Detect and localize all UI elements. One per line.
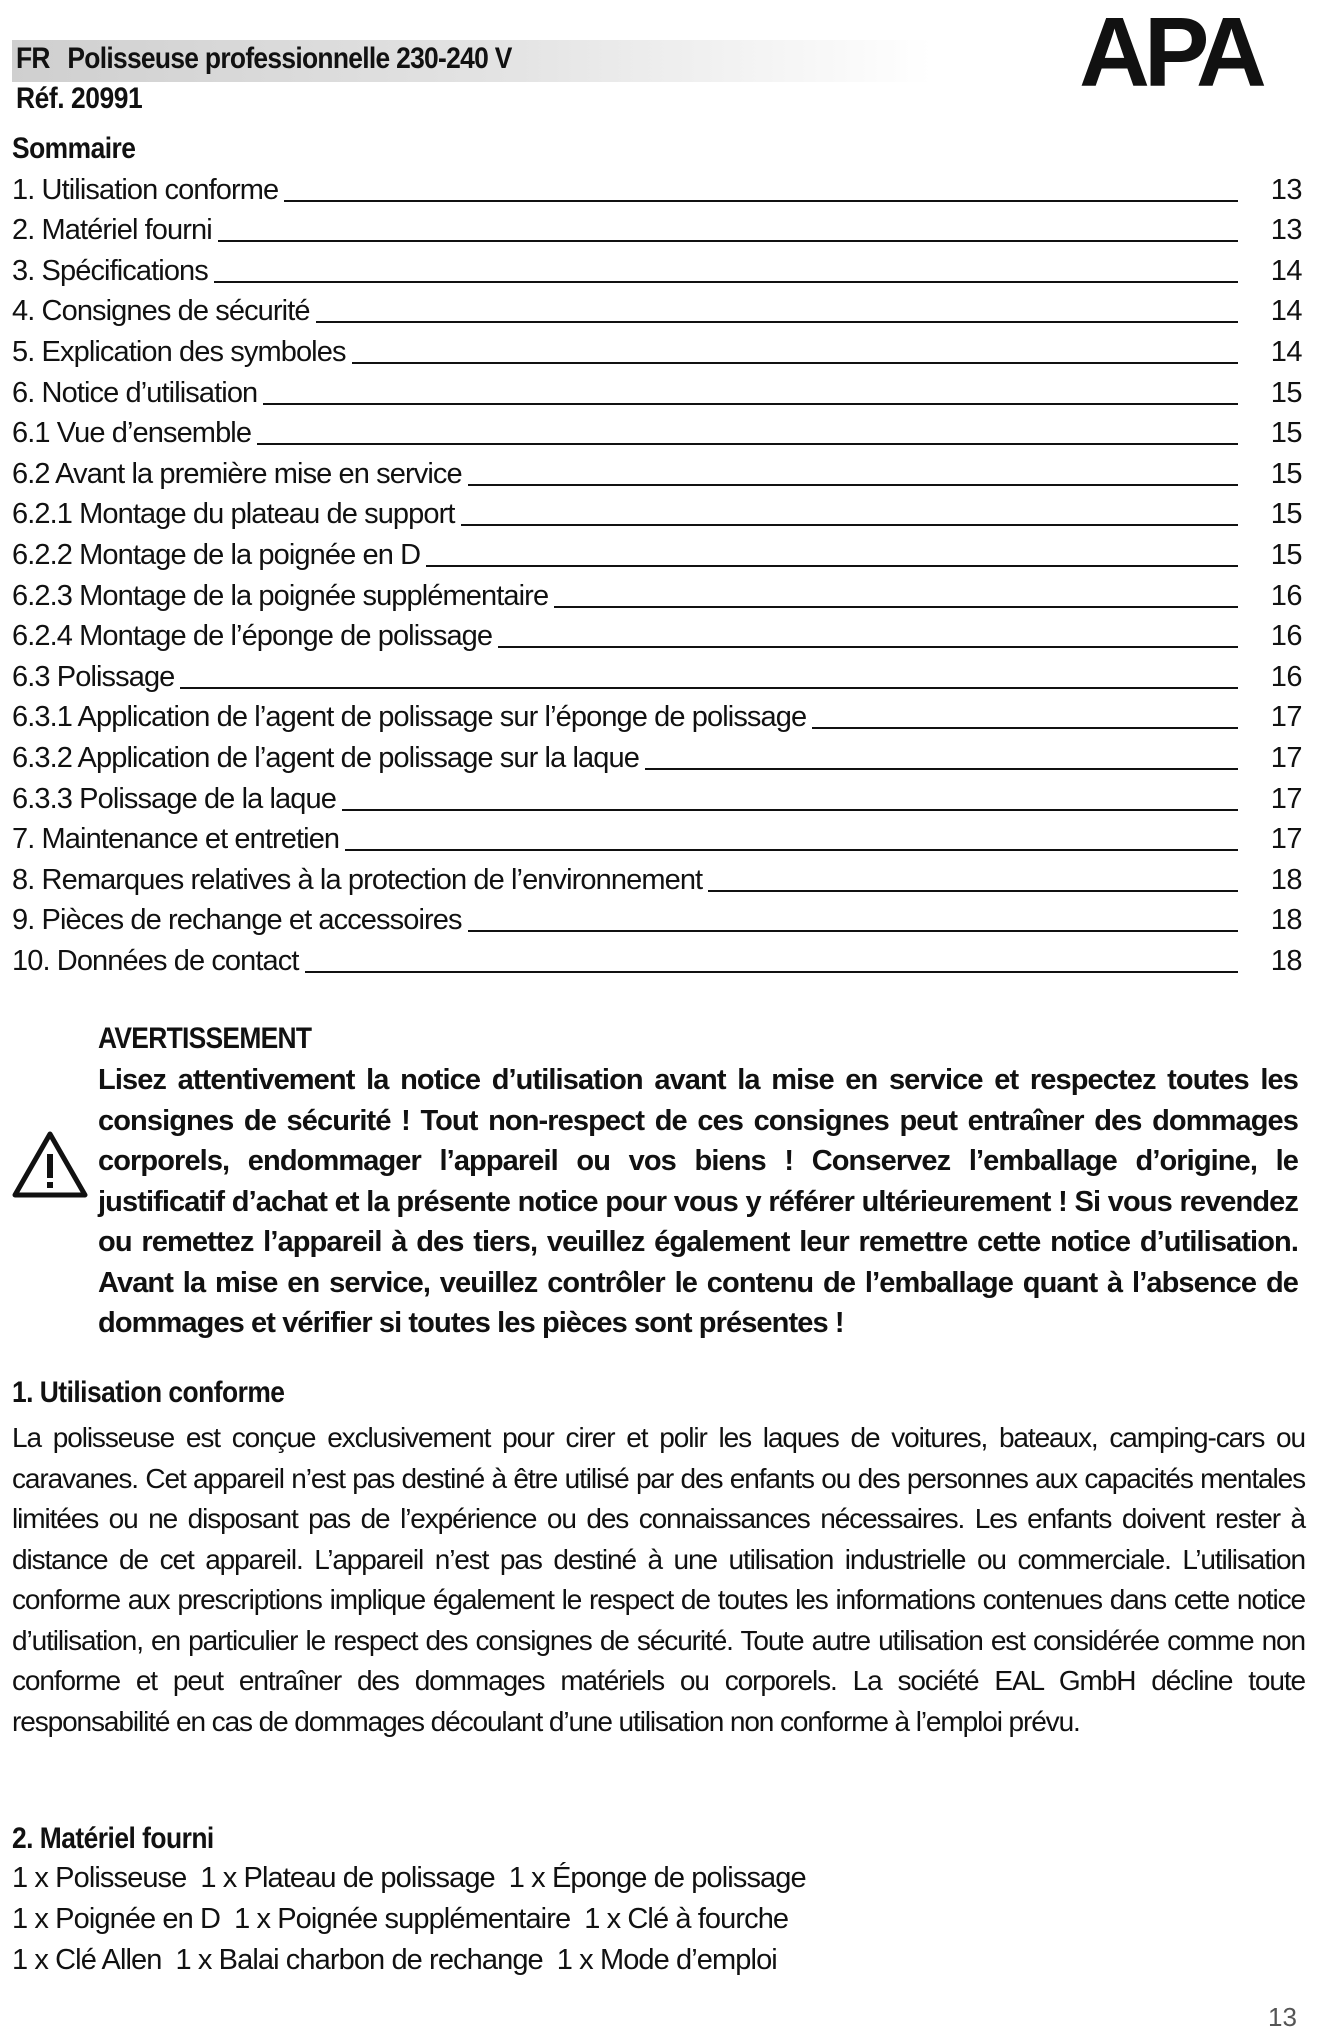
- toc-item-label: 6.2 Avant la première mise en service: [12, 457, 462, 490]
- toc-item: [12, 698, 1302, 739]
- toc-leader-line: [263, 403, 1238, 405]
- toc-item-page: 18: [1270, 944, 1302, 977]
- product-title: Polisseuse professionnelle 230-240 V: [67, 42, 512, 75]
- toc-item-page: 13: [1270, 173, 1302, 206]
- toc-leader-line: [305, 971, 1238, 973]
- toc-item: [12, 211, 1302, 252]
- toc-item-page: 16: [1270, 579, 1302, 612]
- toc-item: [12, 657, 1302, 698]
- toc-leader-line: [218, 240, 1238, 242]
- toc-leader-line: [316, 321, 1238, 323]
- toc-item-page: 16: [1270, 620, 1302, 653]
- toc-leader-line: [214, 281, 1238, 283]
- toc-item-label: 4. Consignes de sécurité: [12, 295, 310, 328]
- toc-leader-line: [461, 524, 1238, 526]
- toc-item-page: 15: [1270, 498, 1302, 531]
- toc-leader-line: [352, 362, 1238, 364]
- supply-line: [12, 1862, 820, 1895]
- toc-item-page: 17: [1270, 701, 1302, 734]
- toc-leader-line: [342, 809, 1238, 811]
- toc-item-label: 5. Explication des symboles: [12, 335, 346, 368]
- toc-leader-line: [554, 606, 1238, 608]
- toc-item-label: 6.2.4 Montage de l’éponge de polissage: [12, 620, 493, 653]
- toc-item: [12, 454, 1302, 495]
- toc-item: [12, 495, 1302, 536]
- toc-item-label: 6.2.2 Montage de la poignée en D: [12, 538, 421, 571]
- toc-item-page: 14: [1270, 335, 1302, 368]
- warning-triangle-icon: [12, 1130, 88, 1198]
- toc-item-label: 6.2.1 Montage du plateau de support: [12, 498, 455, 531]
- document-title: [16, 42, 512, 76]
- reference-number: Réf. 20991: [16, 82, 143, 115]
- toc-heading: Sommaire: [12, 132, 136, 165]
- toc-item-label: 6.3.2 Application de l’agent de polissage sur la laque: [12, 741, 639, 774]
- toc-item-page: 17: [1270, 741, 1302, 774]
- toc-leader-line: [284, 200, 1238, 202]
- toc-item-page: 18: [1270, 904, 1302, 937]
- toc-item-label: 3. Spécifications: [12, 254, 208, 287]
- toc-item-page: 17: [1270, 823, 1302, 856]
- toc-item: [12, 941, 1302, 982]
- toc-item-page: 15: [1270, 376, 1302, 409]
- toc-item: [12, 738, 1302, 779]
- toc-leader-line: [498, 646, 1238, 648]
- toc-item: [12, 860, 1302, 901]
- toc-item: [12, 373, 1302, 414]
- supply-line: [12, 1903, 802, 1936]
- toc-leader-line: [426, 565, 1238, 567]
- toc-item-page: 13: [1270, 214, 1302, 247]
- warning-text: Lisez attentivement la notice d’utilisation avant la mise en service et respectez toutes les consignes de sécurité ! Tout non-respect de ces consignes peut entraîner des dommages corporels, endommager l’appareil ou vos biens ! Conservez l’emballage d’origine, le justificatif d’achat et la présente notice pour vous y référer ultérieurement ! Si vous revendez ou remettez l’appareil à des tiers, veuillez également leur remettre cette notice d’utilisation. Avant la mise en service, veuillez contrôler le contenu de l’emballage quant à l’absence de dommages et vérifier si toutes les pièces sont présentes !: [98, 1064, 1298, 1339]
- toc-leader-line: [468, 484, 1238, 486]
- toc-leader-line: [257, 443, 1238, 445]
- section-1-heading: 1. Utilisation conforme: [12, 1376, 285, 1409]
- toc-item-label: 6.3.3 Polissage de la laque: [12, 782, 336, 815]
- apa-logo: [1060, 10, 1280, 92]
- warning-title: AVERTISSEMENT: [98, 1022, 312, 1055]
- toc-leader-line: [468, 930, 1238, 932]
- toc-item-label: 6.1 Vue d’ensemble: [12, 417, 252, 450]
- supply-item: 1 x Poignée supplémentaire: [234, 1903, 571, 1935]
- toc-item-label: 9. Pièces de rechange et accessoires: [12, 904, 462, 937]
- toc-leader-line: [180, 687, 1238, 689]
- supply-item: 1 x Poignée en D: [12, 1903, 221, 1935]
- supply-item: 1 x Plateau de polissage: [200, 1862, 495, 1894]
- toc-leader-line: [812, 727, 1238, 729]
- toc-leader-line: [708, 890, 1238, 892]
- toc-item: [12, 332, 1302, 373]
- toc-item: [12, 170, 1302, 211]
- toc-item: [12, 779, 1302, 820]
- supply-item: 1 x Balai charbon de rechange: [175, 1944, 543, 1976]
- toc-item-page: 18: [1270, 863, 1302, 896]
- supply-item: 1 x Éponge de polissage: [508, 1862, 806, 1894]
- toc-item-page: 14: [1270, 295, 1302, 328]
- toc-item-label: 10. Données de contact: [12, 944, 299, 977]
- toc-item-page: 15: [1270, 538, 1302, 571]
- toc-item-label: 2. Matériel fourni: [12, 214, 212, 247]
- toc-item-page: 15: [1270, 417, 1302, 450]
- supply-item: 1 x Clé Allen: [12, 1944, 162, 1976]
- section-2-heading: 2. Matériel fourni: [12, 1822, 214, 1855]
- toc-item: [12, 535, 1302, 576]
- toc-item: [12, 292, 1302, 333]
- supply-item: 1 x Clé à fourche: [584, 1903, 789, 1935]
- toc-item: [12, 820, 1302, 861]
- supply-item: 1 x Polisseuse: [12, 1862, 187, 1894]
- toc-item-page: 17: [1270, 782, 1302, 815]
- toc-leader-line: [645, 768, 1238, 770]
- toc-item: [12, 617, 1302, 658]
- toc-leader-line: [345, 849, 1238, 851]
- toc-item: [12, 414, 1302, 455]
- toc-item-label: 6.3 Polissage: [12, 660, 175, 693]
- toc-item-label: 1. Utilisation conforme: [12, 173, 279, 206]
- supply-item: 1 x Mode d’emploi: [556, 1944, 777, 1976]
- toc-item-label: 6.3.1 Application de l’agent de polissage sur l’éponge de polissage: [12, 701, 807, 734]
- toc-item: [12, 251, 1302, 292]
- toc-item-page: 15: [1270, 457, 1302, 490]
- table-of-contents: [12, 170, 1302, 982]
- toc-item-label: 8. Remarques relatives à la protection de l’environnement: [12, 863, 703, 896]
- toc-item: [12, 576, 1302, 617]
- toc-item-label: 7. Maintenance et entretien: [12, 823, 340, 856]
- section-1-body: La polisseuse est conçue exclusivement pour cirer et polir les laques de voitures, bateaux, camping-cars ou caravanes. Cet appareil n’est pas destiné à être utilisé par des enfants ou des personnes aux capacités mentales limitées ou ne disposant pas de l’expérience ou des connaissances nécessaires. Les enfants doivent rester à distance de cet appareil. L’appareil n’est pas destiné à une utilisation industrielle ou commerciale. L’utilisation conforme aux prescriptions implique également le respect de toutes les informations contenues dans cette notice d’utilisation, en particulier le respect des consignes de sécurité. Toute autre utilisation est considérée comme non conforme et peut entraîner des dommages matériels ou corporels. La société EAL GmbH décline toute responsabilité en cas de dommages découlant d’une utilisation non conforme à l’emploi prévu.: [12, 1422, 1305, 1737]
- page-number: 13: [1268, 2002, 1297, 2032]
- toc-item-page: 14: [1270, 254, 1302, 287]
- toc-item-label: 6. Notice d’utilisation: [12, 376, 258, 409]
- supply-line: [12, 1944, 791, 1977]
- toc-item: [12, 901, 1302, 942]
- toc-item-label: 6.2.3 Montage de la poignée supplémentaire: [12, 579, 549, 612]
- language-code: FR: [16, 42, 50, 75]
- logo-text: APA: [1079, 10, 1261, 92]
- toc-item-page: 16: [1270, 660, 1302, 693]
